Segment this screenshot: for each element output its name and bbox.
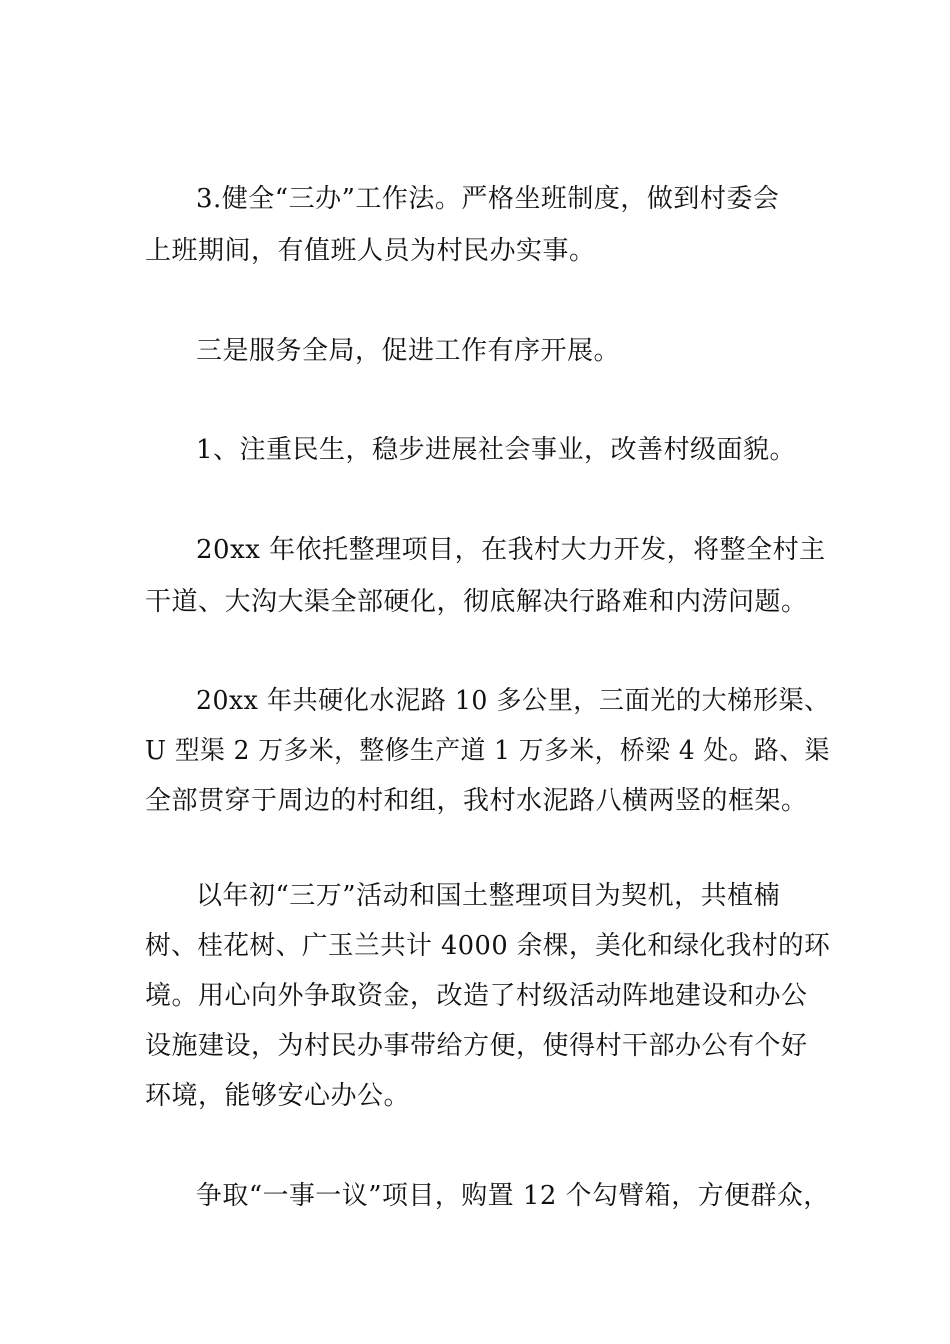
paragraph-6-line-3: 境。用心向外争取资金，改造了村级活动阵地建设和办公 — [145, 981, 808, 1011]
paragraph-3-line-1: 1、注重民生，稳步进展社会事业，改善村级面貌。 — [196, 435, 797, 465]
paragraph-6-line-1: 以年初“三万”活动和国土整理项目为契机，共植楠 — [196, 881, 781, 911]
paragraph-6-line-5: 环境，能够安心办公。 — [145, 1081, 411, 1111]
paragraph-6-line-4: 设施建设，为村民办事带给方便，使得村干部办公有个好 — [145, 1031, 808, 1061]
paragraph-4-line-1: 20xx 年依托整理项目，在我村大力开发，将整全村主 — [196, 535, 826, 565]
paragraph-4-line-2: 干道、大沟大渠全部硬化，彻底解决行路难和内涝问题。 — [145, 587, 808, 617]
paragraph-7-line-1: 争取“一事一议”项目，购置 12 个勾臂箱，方便群众， — [196, 1181, 830, 1211]
paragraph-1-line-1: 3.健全“三办”工作法。严格坐班制度，做到村委会 — [196, 184, 780, 214]
paragraph-1-line-2: 上班期间，有值班人员为村民办实事。 — [145, 236, 596, 266]
paragraph-5-line-1: 20xx 年共硬化水泥路 10 多公里，三面光的大梯形渠、 — [196, 686, 830, 716]
paragraph-2-line-1: 三是服务全局，促进工作有序开展。 — [196, 336, 621, 366]
paragraph-6-line-2: 树、桂花树、广玉兰共计 4000 余棵，美化和绿化我村的环 — [145, 931, 831, 961]
paragraph-5-line-3: 全部贯穿于周边的村和组，我村水泥路八横两竖的框架。 — [145, 786, 808, 816]
paragraph-5-line-2: U 型渠 2 万多米，整修生产道 1 万多米，桥梁 4 处。路、渠 — [145, 736, 830, 766]
